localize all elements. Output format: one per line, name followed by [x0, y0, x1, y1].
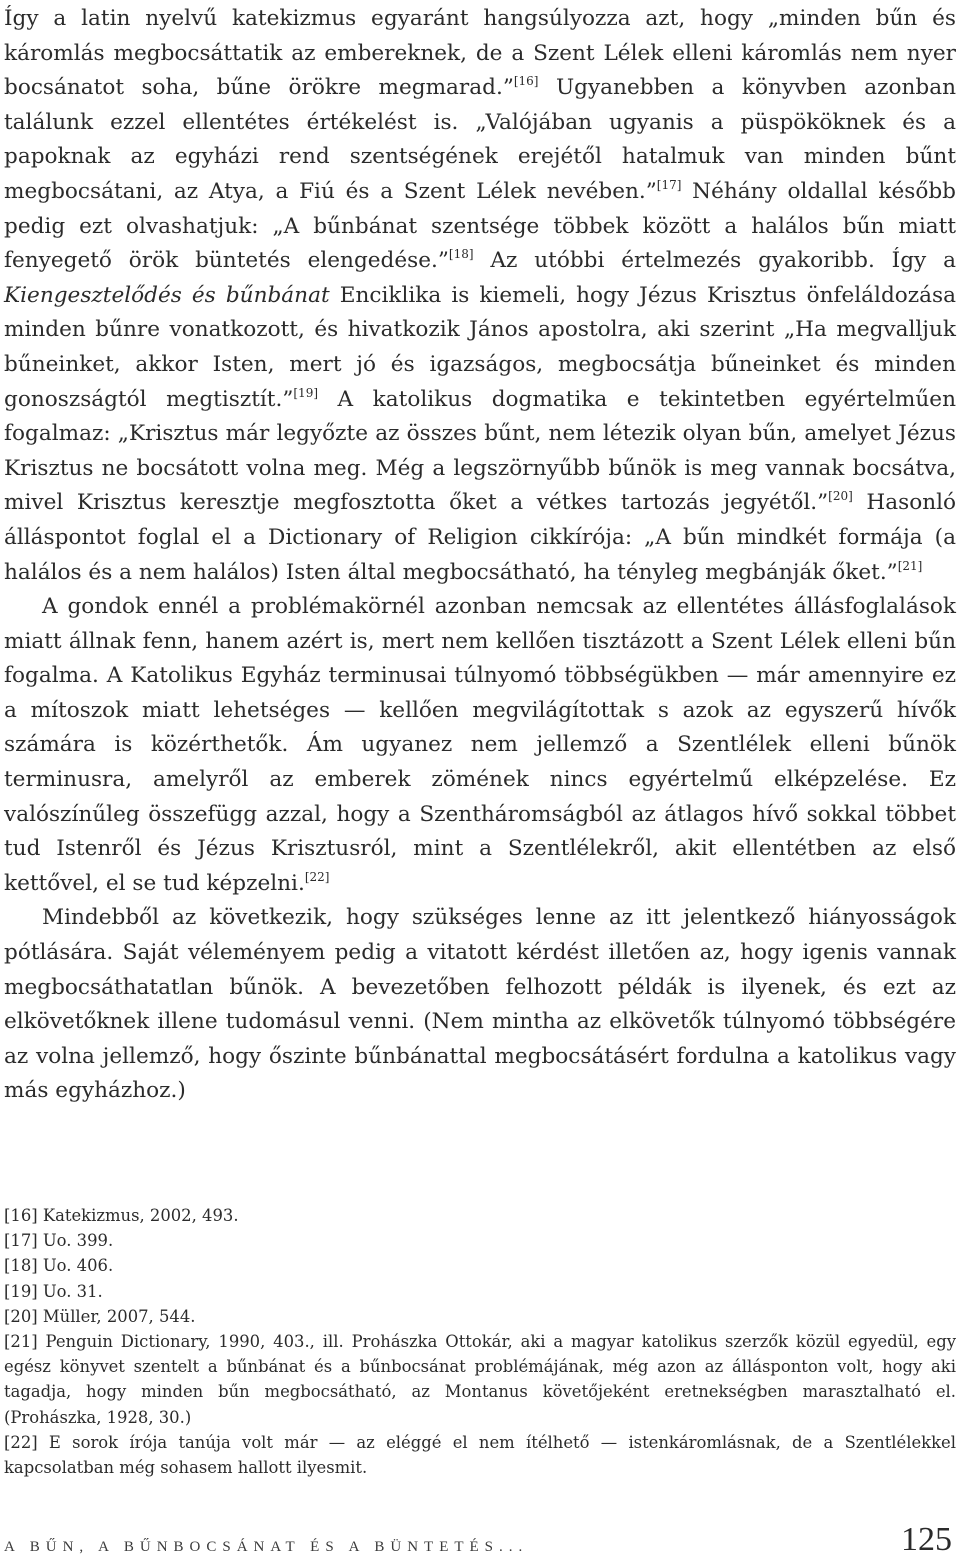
- text-run: Hasonló álláspontot foglal el a Dictionary of Religion cikkírója: „A bűn mindkét formája (a halálos és a nem halálos) Isten által megbocsátható, ha tényleg megbánják őket.”: [4, 490, 957, 585]
- footnote-20: [20] Müller, 2007, 544.: [4, 1306, 196, 1326]
- text-run: Mindebből az következik, hogy szükséges lenne az itt jelentkező hiányosságok pótlására. Saját véleményem pedig a vitatott kérdést illetően az, hogy igenis vannak megbocsáthatatlan bűnök. A bevezetőben felhozott példák is ilyenek, és ezt az elkövetőknek illene tudomásul venni. (Nem mintha az elkövetők túlnyomó többségére az volna jellemző, hogy őszinte bűnbánattal megbocsátásért fordulna a katolikus vagy más egyházhoz.): [4, 905, 956, 1104]
- footnote-ref-16: [16]: [513, 74, 539, 89]
- encyclical-title: Kiengesztelődés és bűnbánat: [4, 282, 330, 308]
- footnote-ref-20: [20]: [828, 489, 853, 504]
- footnote-ref-19: [19]: [293, 385, 319, 400]
- footnotes: [4, 1203, 956, 1480]
- paragraph-3: [4, 901, 956, 1109]
- page-number: 125: [901, 1521, 952, 1558]
- text-run: A katolikus dogmatika e tekintetben egyértelműen fogalmaz: „Krisztus már legyőzte az összes bűnt, nem létezik olyan bűn, amelyet Jézus Krisztus ne bocsátott volna meg. Még a legszörnyűbb bűnök is meg vannak bocsátva, mivel Krisztus keresztje megfosztotta őket a vétkes tartozás jegyétől.”: [4, 386, 956, 516]
- footnote-17: [17] Uo. 399.: [4, 1231, 114, 1251]
- text-run: Ugyanebben a könyvben azonban találunk ezzel ellentétes értékelést is. „Valójában ugyanis a püspököknek és a papoknak az egyházi rend szentségének erejétől hatalmuk van minden bűnt megbocsátani, az Atya, a Fiú és a Szent Lélek nevében.”: [4, 75, 956, 204]
- paragraph-2: [4, 590, 956, 901]
- paragraph-1: [4, 2, 956, 590]
- footnote-18: [18] Uo. 406.: [4, 1256, 114, 1276]
- footnote-ref-21: [21]: [897, 558, 923, 573]
- footnote-ref-22: [22]: [304, 869, 330, 884]
- text-run: Néhány oldallal később pedig ezt olvashatjuk: „A bűnbánat szentsége többek között a halálos bűn miatt fenyegető örök büntetés elengedése.”: [4, 178, 956, 274]
- footnote-ref-17: [17]: [656, 177, 682, 192]
- running-title: A BŰN, A BŰNBOCSÁNAT ÉS A BÜNTETÉS...: [4, 1539, 529, 1555]
- text-run: A gondok ennél a problémakörnél azonban nemcsak az ellentétes állásfoglalások miatt állnak fenn, hanem azért is, mert nem kellően tisztázott a Szent Lélek elleni bűn fogalma. A Katolikus Egyház terminusai túlnyomó többségükben — már amennyire ez a mítoszok miatt lehetséges — kellően megvilágítottak s azok az egyszerű hívők számára is közérthetők. Ám ugyanez nem jellemző a Szentlélek elleni bűnök terminusra, amelyről az emberek zömének nincs egyértelmű elképzelése. Ez valószínűleg összefügg azzal, hogy a Szentháromságból az átlagos hívő sokkal többet tud Istenről és Jézus Krisztusról, mint a Szentlélekről, akit ellentétben az első kettővel, el se tud képzelni.: [4, 594, 956, 896]
- footnote-ref-18: [18]: [448, 247, 474, 262]
- footnote-21: [21] Penguin Dictionary, 1990, 403., ill. Prohászka Ottokár, aki a magyar katolikus szerzők közül egyedül, egy egész könyvet szentelt a bűnbánat és a bűnbocsánat problémájának, még azon az állásponton volt, hogy aki tagadja, hogy minden bűn megbocsátható, az Montanus követőjeként eretnekségben marasztalható el. (Prohászka, 1928, 30.): [4, 1332, 956, 1427]
- text-run: Az utóbbi értelmezés gyakoribb. Így a: [473, 248, 956, 274]
- text-run: Így a latin nyelvű katekizmus egyaránt hangsúlyozza azt, hogy „minden bűn és káromlás megbocsáttatik az embereknek, de a Szent Lélek elleni káromlás nem nyer bocsánatot soha, bűne örökre megmarad.”: [4, 6, 956, 101]
- text-run: Enciklika is kiemeli, hogy Jézus Krisztus önfeláldozása minden bűnre vonatkozott, és hivatkozik János apostolra, aki szerint „Ha megvalljuk bűneinket, akkor Isten, mert jó és igazságos, megbocsátja bűneinket és minden gonoszságtól megtisztít.”: [4, 282, 956, 412]
- footnote-22: [22] E sorok írója tanúja volt már — az eléggé el nem ítélhető — istenkáromlásnak, de a Szentlélekkel kapcsolatban még sohasem hallott ilyesmit.: [4, 1432, 956, 1478]
- footnote-19: [19] Uo. 31.: [4, 1281, 103, 1301]
- footnote-16: [16] Katekizmus, 2002, 493.: [4, 1206, 239, 1225]
- body-text: [4, 2, 956, 1109]
- page-footer: [4, 1521, 956, 1561]
